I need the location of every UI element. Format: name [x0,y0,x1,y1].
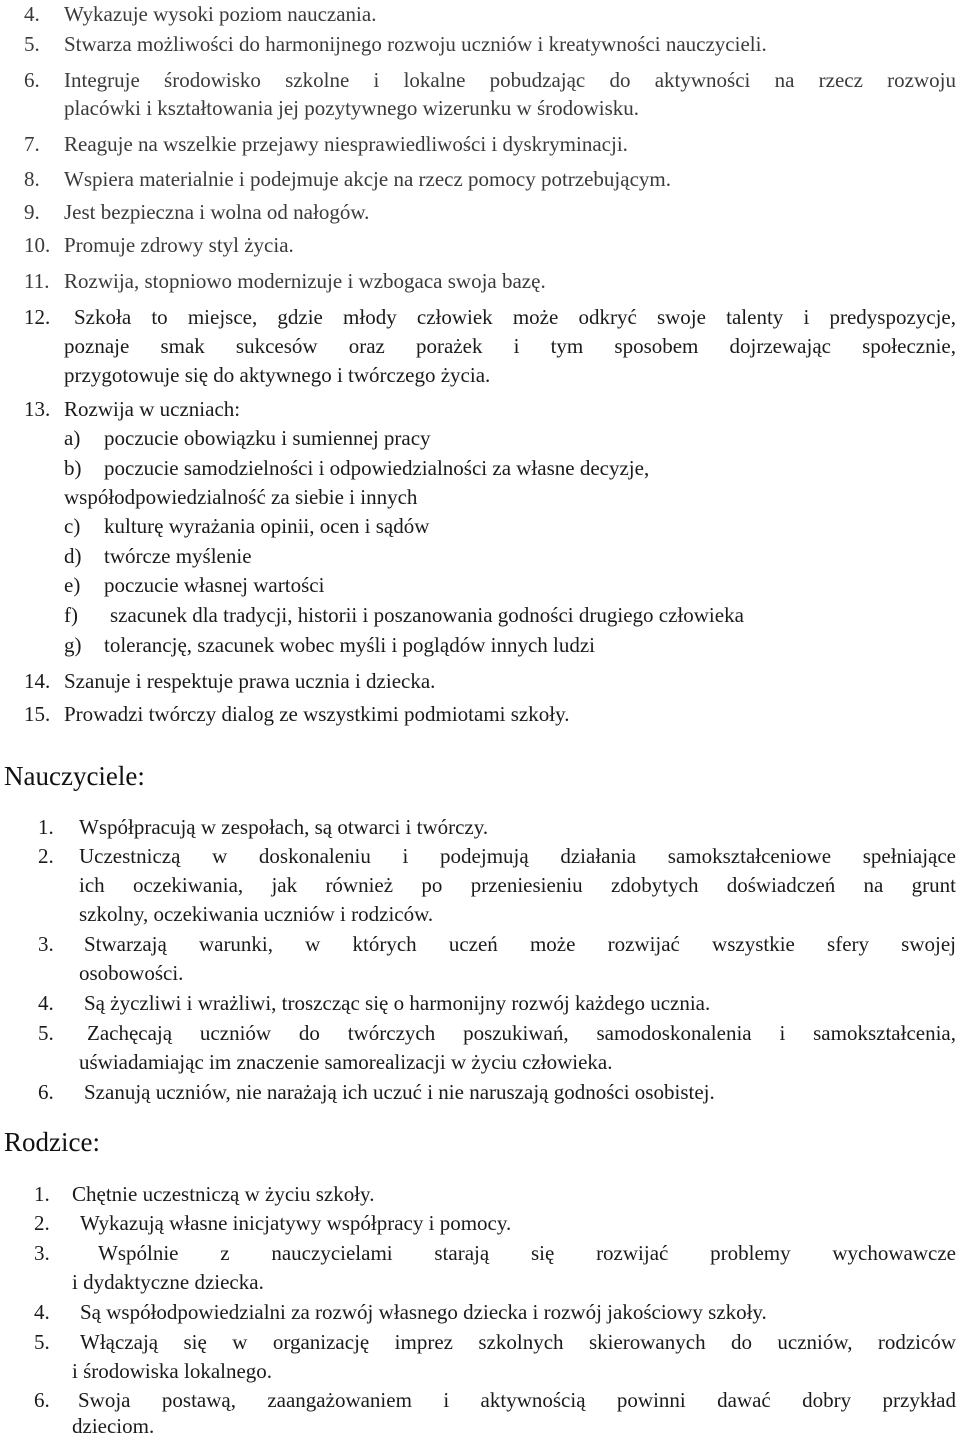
item-text: Chętnie uczestniczą w życiu szkoły. [72,1182,375,1206]
list-item [24,131,628,157]
item-text-line: dzieciom. [72,1414,155,1438]
item-number: 6. [24,68,40,92]
sub-item-letter: f) [64,603,78,627]
item-number: 4. [24,2,40,26]
item-text-line: osobowości. [79,961,184,985]
item-number: 9. [24,200,40,224]
item-number: 1. [38,815,54,839]
item-number: 5. [24,32,40,56]
item-text-line: Uczestniczą w doskonaleniu i podejmują działania samokształceniowe spełniające [79,844,956,868]
item-number: 1. [34,1182,50,1206]
sub-list-item [64,513,429,539]
sub-item-letter: c) [64,514,81,538]
list-item [38,814,488,840]
list-item [24,268,546,294]
list-item [24,232,294,258]
item-text-line: i środowiska lokalnego. [72,1359,273,1383]
list-item [34,1299,767,1325]
item-text-line: Zachęcają uczniów do twórczych poszukiwań, samodoskonalenia i samokształcenia, [87,1021,956,1045]
item-number: 3. [38,932,54,956]
item-number: 5. [34,1330,50,1354]
sub-list-item [64,632,595,658]
item-text: Prowadzi twórczy dialog ze wszystkimi podmiotami szkoły. [64,702,570,726]
list-item [24,396,240,422]
sub-item-letter: e) [64,573,81,597]
item-text-line: Integruje środowisko szkolne i lokalne pobudzając do aktywności na rzecz rozwoju [64,68,956,92]
item-text: Są współodpowiedzialni za rozwój własnego dziecka i rozwój jakościowy szkoły. [80,1300,767,1324]
item-number: 15. [24,702,51,726]
list-item [24,67,64,93]
sub-item-letter: b) [64,456,82,480]
item-text-line: Włączają się w organizację imprez szkolnych skierowanych do uczniów, rodziców [80,1330,956,1354]
sub-item-letter: d) [64,544,82,568]
list-item [24,668,435,694]
item-number: 13. [24,397,51,421]
sub-list-item [64,543,252,569]
sub-item-text: poczucie obowiązku i sumiennej pracy [104,426,431,450]
sub-list-item [64,602,744,628]
item-number: 7. [24,132,40,156]
sub-item-text-line: współodpowiedzialność za siebie i innych [64,485,418,509]
item-number: 12. [24,305,51,329]
section-heading-teachers: Nauczyciele: [4,761,145,791]
item-text: Promuje zdrowy styl życia. [64,233,294,257]
item-number: 3. [34,1241,50,1265]
list-item [24,1,376,27]
sub-list-item [64,572,324,598]
list-item [24,31,767,57]
list-item [34,1210,511,1236]
sub-item-text: poczucie własnej wartości [104,573,325,597]
item-text-line: poznaje smak sukcesów oraz porażek i tym sposobem dojrzewając społecznie, [64,334,956,358]
list-item [38,990,710,1016]
item-text: Reaguje na wszelkie przejawy niesprawiedliwości i dyskryminacji. [64,132,628,156]
item-number: 2. [34,1211,50,1235]
item-text: Rozwija, stopniowo modernizuje i wzbogaca swoja bazę. [64,269,546,293]
list-item [24,701,569,727]
list-item [24,166,671,192]
item-number: 11. [24,269,50,293]
item-text-line: przygotowuje się do aktywnego i twórczego życia. [64,363,491,387]
item-text-line: placówki i kształtowania jej pozytywnego wizerunku w środowisku. [64,96,640,120]
item-text: Wykazują własne inicjatywy współpracy i pomocy. [80,1211,512,1235]
item-number: 2. [38,844,54,868]
item-text: Wykazuje wysoki poziom nauczania. [64,2,377,26]
list-item [34,1181,374,1207]
item-text: Jest bezpieczna i wolna od nałogów. [64,200,370,224]
item-number: 6. [38,1080,54,1104]
item-text: Stwarza możliwości do harmonijnego rozwoju uczniów i kreatywności nauczycieli. [64,32,767,56]
sub-item-letter: g) [64,633,82,657]
item-text-line: i dydaktyczne dziecka. [72,1270,264,1294]
item-text: Szanuje i respektuje prawa ucznia i dziecka. [64,669,436,693]
item-text-line: szkolny, oczekiwania uczniów i rodziców. [79,902,434,926]
item-text-line: Wspólnie z nauczycielami starają się rozwijać problemy wychowawcze [98,1241,956,1265]
sub-item-text: poczucie samodzielności i odpowiedzialności za własne decyzje, [104,456,650,480]
sub-list-item [64,425,431,451]
sub-item-text: tolerancję, szacunek wobec myśli i poglądów innych ludzi [104,633,596,657]
item-number: 4. [38,991,54,1015]
item-number: 14. [24,669,51,693]
item-text: Są życzliwi i wrażliwi, troszcząc się o harmonijny rozwój każdego ucznia. [84,991,711,1015]
item-text: Współpracują w zespołach, są otwarci i twórczy. [79,815,489,839]
item-number: 5. [38,1021,54,1045]
item-number: 8. [24,167,40,191]
item-text: Szanują uczniów, nie narażają ich uczuć i nie naruszają godności osobistej. [84,1080,715,1104]
sub-item-text: twórcze myślenie [104,544,252,568]
sub-item-text: kulturę wyrażania opinii, ocen i sądów [104,514,430,538]
item-text: Rozwija w uczniach: [64,397,241,421]
item-text: Wspiera materialnie i podejmuje akcje na rzecz pomocy potrzebującym. [64,167,671,191]
list-item [24,199,369,225]
sub-item-text: szacunek dla tradycji, historii i poszanowania godności drugiego człowieka [110,603,744,627]
section-heading-parents: Rodzice: [4,1127,100,1157]
item-text-line: uświadamiając im znaczenie samorealizacji w życiu człowieka. [79,1050,613,1074]
item-text-line: Szkoła to miejsce, gdzie młody człowiek może odkryć swoje talenty i predyspozycje, [74,305,956,329]
item-number: 4. [34,1300,50,1324]
item-text-line: ich oczekiwania, jak również po przeniesieniu zdobytych doświadczeń na grunt [79,873,956,897]
item-text-line: Stwarzają warunki, w których uczeń może rozwijać wszystkie sfery swojej [84,932,956,956]
item-text-line: Swoja postawą, zaangażowaniem i aktywnością powinni dawać dobry przykład [78,1388,956,1412]
list-item [38,1079,715,1105]
sub-item-letter: a) [64,426,81,450]
item-number: 6. [34,1388,50,1412]
sub-list-item [64,455,649,481]
item-number: 10. [24,233,51,257]
